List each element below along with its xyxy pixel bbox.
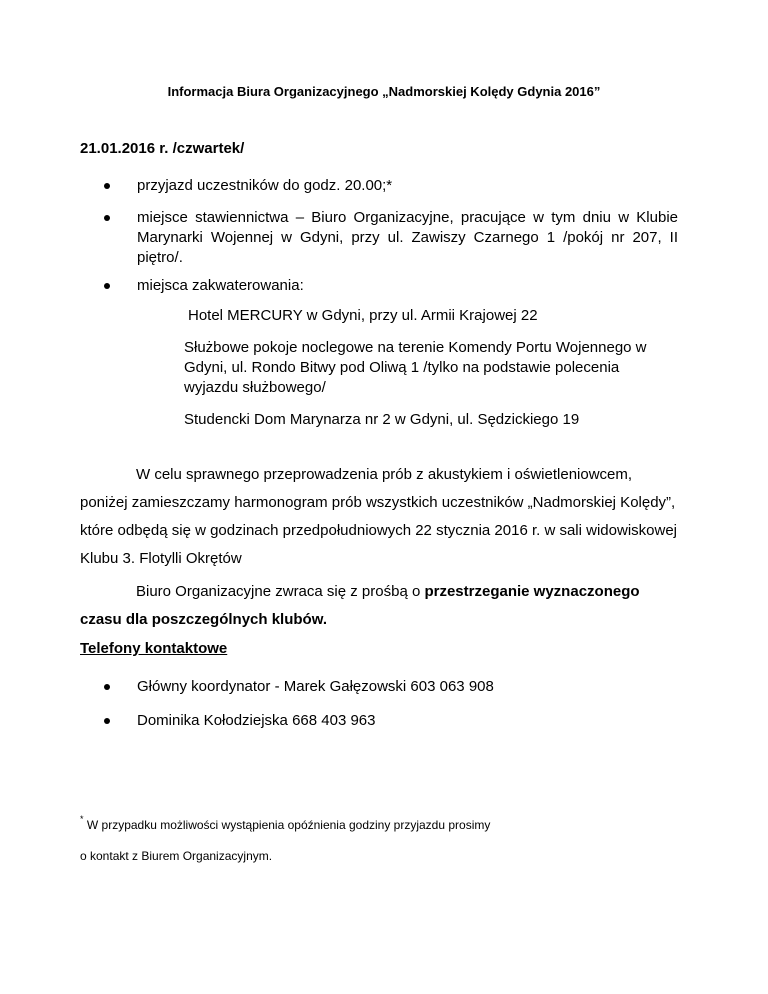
footnote (80, 814, 491, 832)
bullet-icon (104, 718, 110, 724)
bullet-icon (104, 215, 110, 221)
contact-text: Dominika Kołodziejska 668 403 963 (137, 712, 376, 729)
list-item-text: miejsce stawiennictwa – Biuro Organizacyjne, pracujące w tym dniu w Klubie Marynarki Wojennej w Gdyni, przy ul. Zawiszy Czarnego 1 /pokój nr 207, II piętro/. (137, 209, 678, 266)
footnote-continuation: o kontakt z Biurem Organizacyjnym. (80, 849, 273, 863)
contact-text: Główny koordynator - Marek Gałęzowski 603 063 908 (137, 678, 494, 695)
rehearsal-paragraph: W celu sprawnego przeprowadzenia prób z akustykiem i oświetleniowcem, poniżej zamieszczamy harmonogram prób wszystkich uczestników „Nadmorskiej Kolędy”, które odbędą się w godzinach przedpołudniowych 22 stycznia 2016 r. w sali widowiskowej Klubu 3. Flotylli Okrętów (80, 466, 677, 567)
document-title: Informacja Biura Organizacyjnego „Nadmorskiej Kolędy Gdynia 2016” (167, 84, 601, 99)
contacts-heading: Telefony kontaktowe (80, 640, 228, 657)
list-item-text: przyjazd uczestników do godz. 20.00;* (137, 177, 393, 194)
bullet-icon (104, 684, 110, 690)
bullet-icon (104, 183, 110, 189)
footnote-mark: * (80, 814, 84, 824)
accommodation-item: Hotel MERCURY w Gdyni, przy ul. Armii Krajowej 22 (188, 307, 538, 324)
list-item-text: miejsca zakwaterowania: (137, 277, 304, 294)
footnote-line: W przypadku możliwości wystąpienia opóźnienia godziny przyjazdu prosimy (86, 818, 491, 832)
request-text: Biuro Organizacyjne zwraca się z prośbą o (136, 583, 425, 600)
accommodation-item: Studencki Dom Marynarza nr 2 w Gdyni, ul. Sędzickiego 19 (184, 411, 580, 428)
request-paragraph (80, 578, 680, 634)
request-emphasis: przestrzeganie wyznaczonego czasu dla poszczególnych klubów. (80, 583, 640, 628)
accommodation-item: Służbowe pokoje noclegowe na terenie Komendy Portu Wojennego w Gdyni, ul. Rondo Bitwy pod Oliwą 1 /tylko na podstawie polecenia wyjazdu służbowego/ (184, 339, 647, 396)
date-heading: 21.01.2016 r. /czwartek/ (80, 140, 245, 157)
bullet-icon (104, 283, 110, 289)
